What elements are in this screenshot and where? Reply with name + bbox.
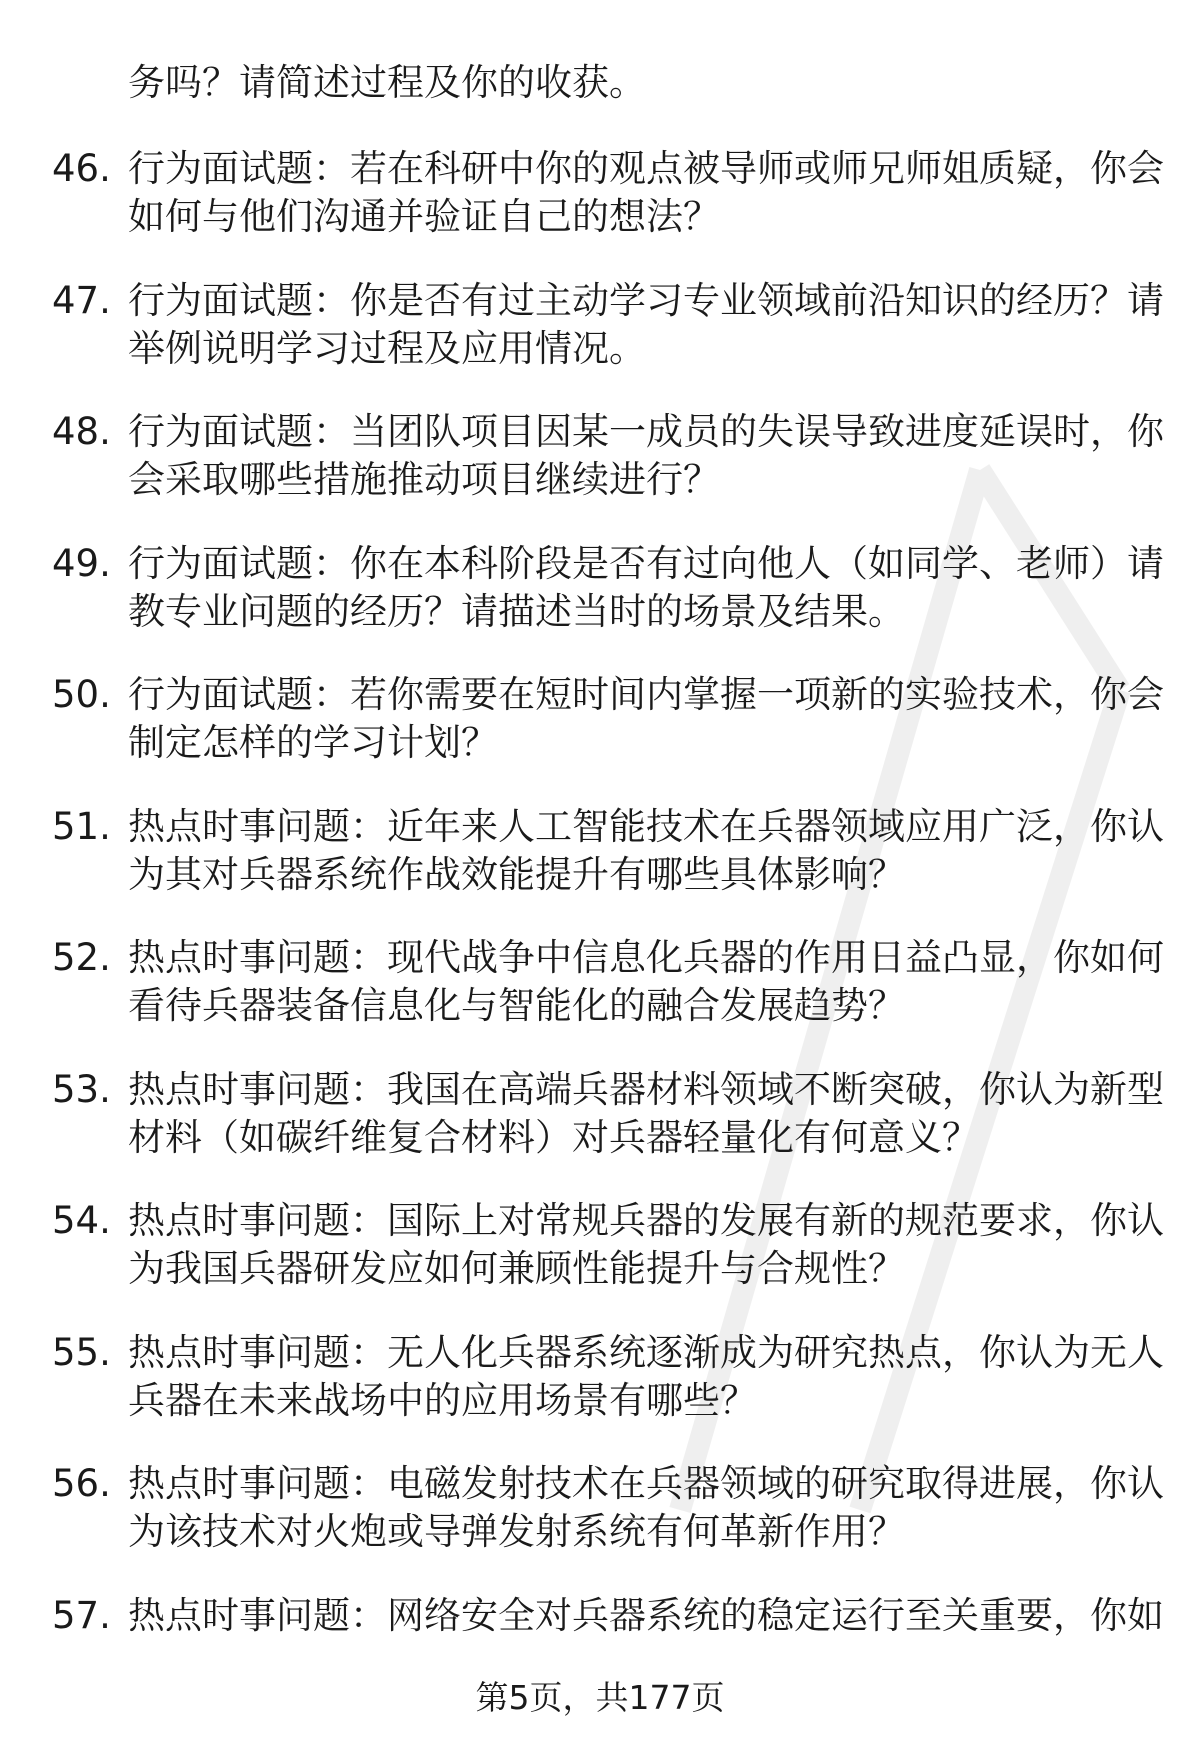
question-text-line: 热点时事问题：我国在高端兵器材料领域不断突破，你认为新型 (128, 1067, 1164, 1111)
question-text-line: 行为面试题：你在本科阶段是否有过向他人（如同学、老师）请 (128, 541, 1164, 585)
question-number: 53. (52, 1067, 111, 1111)
question-text-line: 热点时事问题：网络安全对兵器系统的稳定运行至关重要，你如 (128, 1593, 1164, 1637)
question-number: 55. (52, 1330, 111, 1374)
question-text-line: 兵器在未来战场中的应用场景有哪些？ (128, 1378, 757, 1422)
question-text-line: 制定怎样的学习计划？ (128, 721, 498, 764)
question-text-line: 看待兵器装备信息化与智能化的融合发展趋势？ (128, 984, 905, 1027)
question-text-line: 材料（如碳纤维复合材料）对兵器轻量化有何意义？ (128, 1115, 979, 1159)
question-number: 48. (52, 410, 111, 453)
question-number: 51. (52, 804, 111, 848)
question-text-line: 热点时事问题：无人化兵器系统逐渐成为研究热点，你认为无人 (128, 1330, 1164, 1374)
question-text-line: 教专业问题的经历？请描述当时的场景及结果。 (128, 589, 905, 633)
question-number: 54. (52, 1199, 111, 1242)
question-text-line: 行为面试题：当团队项目因某一成员的失误导致进度延误时，你 (128, 410, 1164, 453)
question-number: 46. (52, 147, 111, 190)
continuation-line: 务吗？请简述过程及你的收获。 (128, 61, 646, 104)
question-number: 47. (52, 278, 111, 322)
question-number: 57. (52, 1593, 111, 1637)
question-text-line: 行为面试题：你是否有过主动学习专业领域前沿知识的经历？请 (128, 278, 1164, 322)
question-text-line: 如何与他们沟通并验证自己的想法？ (128, 195, 720, 238)
question-text-line: 热点时事问题：现代战争中信息化兵器的作用日益凸显，你如何 (128, 936, 1164, 979)
question-text-line: 为我国兵器研发应如何兼顾性能提升与合规性？ (128, 1247, 905, 1290)
question-text-line: 热点时事问题：国际上对常规兵器的发展有新的规范要求，你认 (128, 1199, 1164, 1242)
question-number: 56. (52, 1462, 111, 1505)
question-text-line: 行为面试题：若你需要在短时间内掌握一项新的实验技术，你会 (128, 673, 1164, 716)
question-number: 49. (52, 541, 111, 585)
question-number: 52. (52, 936, 111, 979)
question-text-line: 热点时事问题：电磁发射技术在兵器领域的研究取得进展，你认 (128, 1462, 1164, 1505)
question-text-line: 举例说明学习过程及应用情况。 (128, 326, 646, 370)
question-text-line: 为该技术对火炮或导弹发射系统有何革新作用？ (128, 1510, 905, 1553)
question-number: 50. (52, 673, 111, 716)
page-number: 第5页，共177页 (475, 1678, 725, 1717)
question-text-line: 热点时事问题：近年来人工智能技术在兵器领域应用广泛，你认 (128, 804, 1164, 848)
question-text-line: 会采取哪些措施推动项目继续进行？ (128, 458, 720, 501)
question-text-line: 行为面试题：若在科研中你的观点被导师或师兄师姐质疑，你会 (128, 147, 1164, 190)
question-text-line: 为其对兵器系统作战效能提升有哪些具体影响？ (128, 852, 905, 896)
